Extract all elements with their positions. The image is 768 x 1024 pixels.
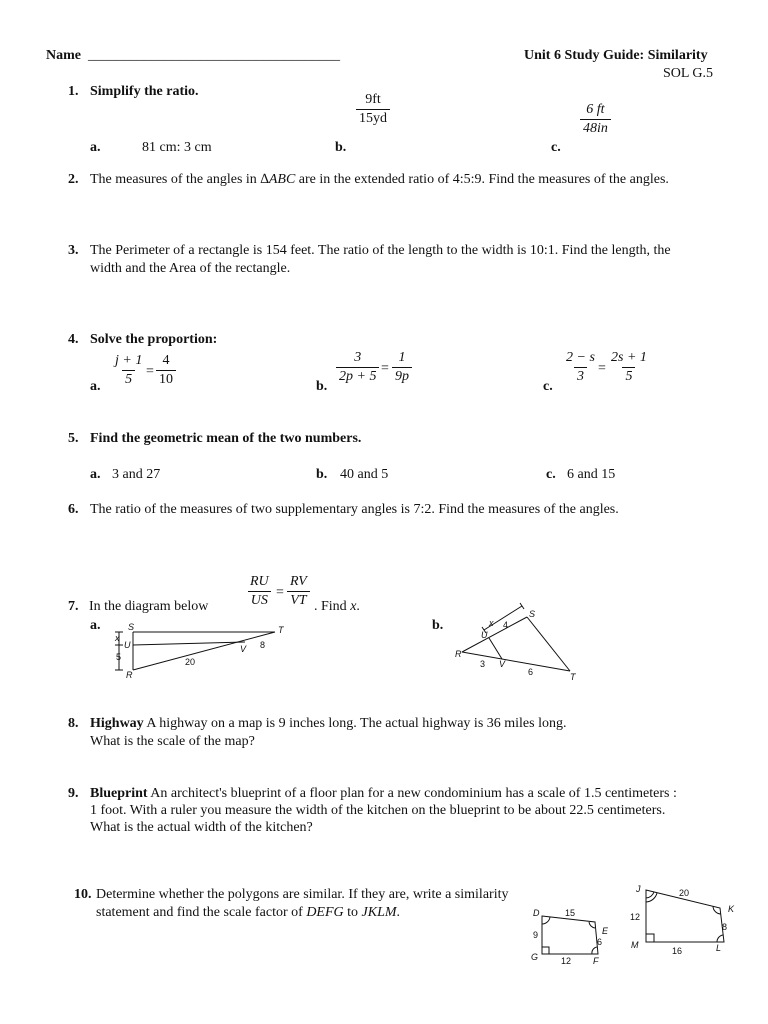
q10-shape-defg — [542, 916, 598, 954]
q2-text — [90, 172, 669, 188]
q4a-fraction-right — [156, 353, 176, 388]
q5c-text: 6 and 15 — [567, 467, 616, 482]
q7a-label-x: x — [115, 633, 120, 643]
q7a-label-8: 8 — [260, 640, 266, 650]
q10-line1: Determine whether the polygons are similar. If they are, write a similarity — [96, 887, 509, 902]
q7b-label-T: T — [570, 672, 576, 682]
q10-line2 — [96, 905, 400, 921]
q7a-label-20: 20 — [185, 657, 196, 667]
page-title: Unit 6 Study Guide: Similarity — [524, 48, 708, 63]
q3-line1: The Perimeter of a rectangle is 154 feet. The ratio of the length to the width is 10:1. Find the length, the — [90, 243, 671, 258]
q10-side-16: 16 — [672, 946, 683, 956]
q10-number: 10. — [74, 887, 92, 902]
q4a-equals: = — [146, 364, 154, 379]
q4c-label: c. — [543, 379, 553, 394]
q8-number: 8. — [68, 716, 79, 731]
q7-text-post — [314, 599, 360, 615]
q2-triangle: ∆ABC — [260, 172, 296, 187]
q8-bold: Highway — [90, 716, 144, 731]
q4-number: 4. — [68, 332, 79, 347]
q10-angle-arc-f — [592, 947, 597, 954]
q8-line2: What is the scale of the map? — [90, 734, 255, 749]
q7-fraction-right — [287, 574, 310, 609]
q7a-label-V: V — [240, 644, 247, 654]
q7-num2: RV — [290, 574, 307, 589]
q9-bold: Blueprint — [90, 786, 148, 801]
q4b-label: b. — [316, 379, 328, 394]
q7a-label: a. — [90, 618, 101, 633]
q10-side-9: 9 — [533, 930, 539, 940]
q4c-den1: 3 — [574, 367, 587, 385]
q7-equals: = — [276, 585, 284, 600]
sol-standard: SOL G.5 — [663, 66, 714, 81]
q7b-label-4: 4 — [503, 620, 509, 630]
q8-line1-text: A highway on a map is 9 inches long. The actual highway is 36 miles long. — [143, 716, 567, 731]
q7-number: 7. — [68, 599, 79, 614]
q6-text: The ratio of the measures of two supplementary angles is 7:2. Find the measures of the angles. — [90, 502, 619, 517]
q10-label-J: J — [636, 884, 641, 894]
q9-line2: 1 foot. With a ruler you measure the width of the kitchen on the blueprint to be about 22.5 centimeters. — [90, 803, 666, 818]
q1-prompt: Simplify the ratio. — [90, 84, 199, 99]
q1-number: 1. — [68, 84, 79, 99]
q4b-fraction-right — [392, 350, 412, 385]
q7-end: . — [356, 599, 360, 614]
q7a-label-U: U — [124, 640, 131, 650]
q10-label-E: E — [602, 926, 609, 936]
q7a-label-S: S — [128, 622, 135, 632]
q7b-line-UV — [489, 638, 502, 659]
q9-number: 9. — [68, 786, 79, 801]
q7b-label-6: 6 — [528, 667, 534, 677]
q10-defg: DEFG — [306, 905, 344, 920]
q7b-label: b. — [432, 618, 444, 633]
q7a-line-RT — [133, 632, 275, 670]
q7b-label-x: x — [489, 618, 494, 628]
q10-side-15: 15 — [565, 908, 576, 918]
q5-number: 5. — [68, 431, 79, 446]
q10-to: to — [343, 905, 362, 920]
q5b-text: 40 and 5 — [340, 467, 389, 482]
q7-den2: VT — [287, 591, 309, 609]
q4a-den2: 10 — [156, 370, 176, 388]
q1b-denominator: 15yd — [356, 109, 390, 127]
q2-text-pre: The measures of the angles in — [90, 172, 261, 187]
q10-jklm: JKLM — [361, 905, 397, 920]
q10-label-G: G — [531, 952, 539, 962]
q10-label-L: L — [716, 943, 722, 953]
q7b-label-R: R — [455, 649, 462, 659]
q5a-text: 3 and 27 — [112, 467, 161, 482]
q10-side-20: 20 — [679, 888, 690, 898]
q7a-label-5: 5 — [116, 652, 122, 662]
q4b-num2: 1 — [398, 350, 406, 365]
q10-label-K: K — [728, 904, 735, 914]
q9-line1-text: An architect's blueprint of a floor plan for a new condominium has a scale of 1.5 centimeters : — [147, 786, 677, 801]
q5b-label: b. — [316, 467, 328, 482]
q8-line1 — [90, 716, 566, 732]
q10-angle-arc-l — [717, 935, 723, 942]
q1c-label: c. — [551, 140, 561, 155]
q10-angle-arc-d — [542, 917, 550, 924]
q10-side-12b: 12 — [630, 912, 641, 922]
q3-number: 3. — [68, 243, 79, 258]
q3-line2: width and the Area of the rectangle. — [90, 261, 291, 276]
q7b-dim-tick-end — [520, 603, 524, 609]
q7b-label-U: U — [481, 630, 488, 640]
q10-polygon-jklm — [628, 884, 748, 962]
q1c-fraction — [580, 102, 611, 137]
name-label: Name — [46, 48, 81, 63]
q4a-den1: 5 — [122, 370, 135, 388]
q10-dot: . — [396, 905, 401, 920]
q7b-label-V: V — [499, 659, 506, 669]
q1a-text: 81 cm: 3 cm — [142, 140, 212, 155]
q6-number: 6. — [68, 502, 79, 517]
q7-find-text: . Find — [314, 599, 351, 614]
q10-angle-arc-e — [589, 922, 595, 928]
q7a-label-R: R — [126, 670, 133, 680]
q7b-line-ST — [527, 617, 570, 671]
q4c-num1: 2 − s — [566, 350, 595, 365]
q4c-fraction-right — [608, 350, 650, 385]
q4c-equals: = — [598, 361, 606, 376]
q1c-denominator: 48in — [580, 119, 611, 137]
q2-text-post: are in the extended ratio of 4:5:9. Find the measures of the angles. — [295, 172, 669, 187]
q4c-fraction-left — [563, 350, 598, 385]
q7-var: x — [350, 599, 357, 614]
q10-right-angle-g — [542, 947, 549, 954]
q9-line1 — [90, 786, 677, 802]
q4a-num1: j + 1 — [115, 353, 143, 368]
q7b-line-RT — [462, 652, 570, 671]
q4b-num1: 3 — [354, 350, 362, 365]
q5c-label: c. — [546, 467, 556, 482]
q1b-numerator: 9ft — [365, 92, 381, 107]
q1c-numerator: 6 ft — [586, 102, 605, 117]
q2-number: 2. — [68, 172, 79, 187]
q10-line2-pre: statement and find the scale factor of — [96, 905, 307, 920]
q10-right-angle-m — [646, 934, 654, 942]
q4c-num2: 2s + 1 — [611, 350, 647, 365]
q7b-label-S: S — [529, 609, 536, 619]
q7-text-pre: In the diagram below — [89, 599, 209, 614]
q7-fraction-left — [247, 574, 272, 609]
q10-polygon-defg — [526, 902, 616, 968]
q7-num1: RU — [250, 574, 269, 589]
q9-line3: What is the actual width of the kitchen? — [90, 820, 313, 835]
q4b-den1: 2p + 5 — [336, 367, 379, 385]
q4a-num2: 4 — [162, 353, 170, 368]
q4a-fraction-left — [112, 353, 145, 388]
q5a-label: a. — [90, 467, 101, 482]
q10-angle-arc-j — [646, 892, 654, 898]
q7-den1: US — [248, 591, 271, 609]
q4b-equals: = — [381, 361, 389, 376]
q4b-fraction-left — [336, 350, 379, 385]
q4-prompt: Solve the proportion: — [90, 332, 218, 347]
q4b-den2: 9p — [392, 367, 412, 385]
q10-label-M: M — [631, 940, 639, 950]
q7b-diagram — [452, 600, 582, 684]
q1b-fraction — [356, 92, 390, 127]
q7a-label-T: T — [278, 625, 284, 635]
name-blank[interactable]: ____________________________________ — [88, 48, 340, 63]
q7a-diagram — [105, 622, 305, 684]
q4a-label: a. — [90, 379, 101, 394]
q10-label-D: D — [533, 908, 540, 918]
q1b-label: b. — [335, 140, 347, 155]
q7b-label-3: 3 — [480, 659, 486, 669]
q10-label-F: F — [593, 956, 599, 966]
q10-side-6: 6 — [597, 937, 603, 947]
q4c-den2: 5 — [622, 367, 635, 385]
q10-side-12: 12 — [561, 956, 572, 966]
q10-side-8: 8 — [722, 922, 728, 932]
q1a-label: a. — [90, 140, 101, 155]
q5-prompt: Find the geometric mean of the two numbers. — [90, 431, 362, 446]
